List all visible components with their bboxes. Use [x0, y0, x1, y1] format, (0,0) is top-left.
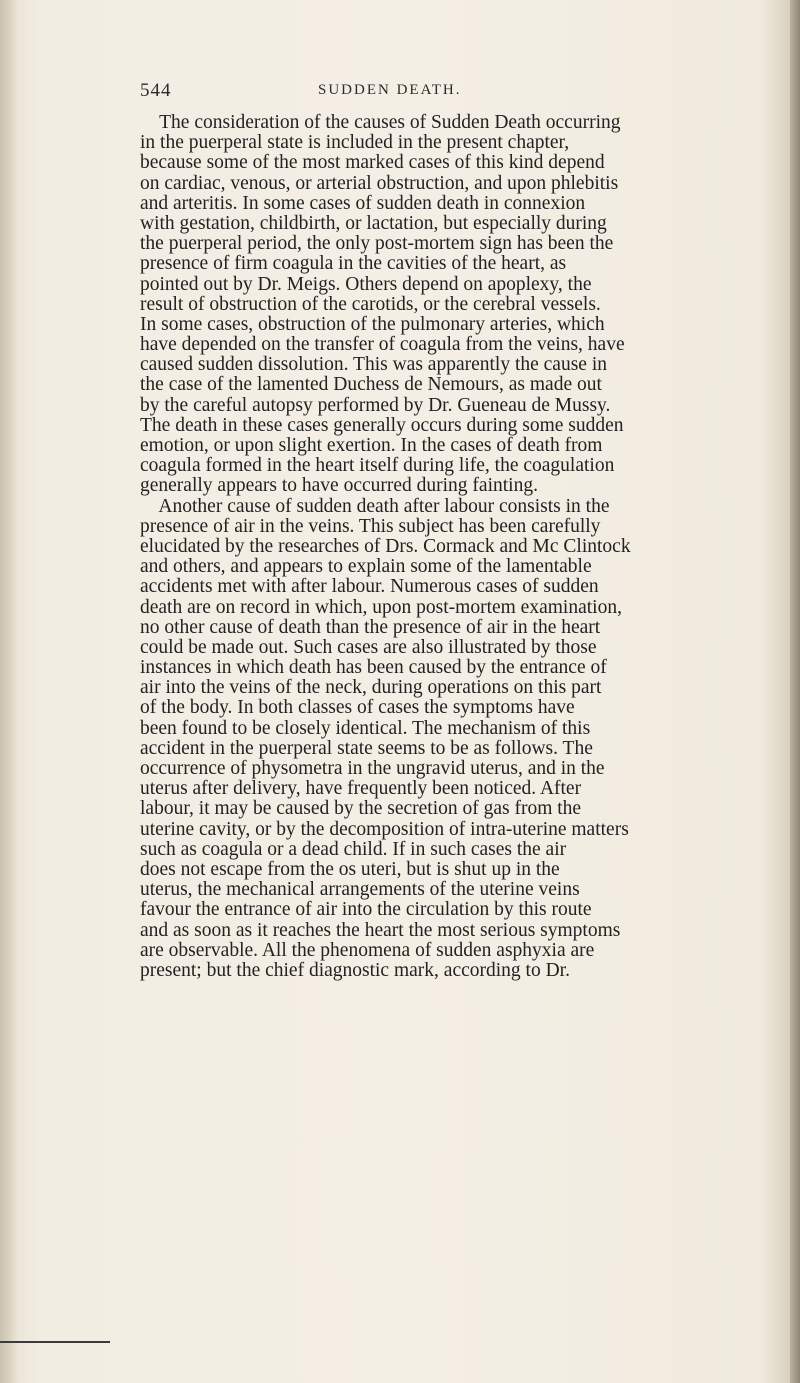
text-line: could be made out. Such cases are also illustrated by those: [140, 637, 597, 658]
text-line: because some of the most marked cases of this kind depend: [140, 153, 605, 174]
text-line: death are on record in which, upon post-mortem examination,: [140, 597, 622, 618]
text-line: and as soon as it reaches the heart the most serious symptoms: [140, 920, 621, 941]
text-line: by the careful autopsy performed by Dr. Gueneau de Mussy.: [140, 395, 611, 416]
text-line: have depended on the transfer of coagula from the veins, have: [140, 335, 625, 356]
text-line: presence of firm coagula in the cavities of the heart, as: [140, 254, 567, 275]
text-line: generally appears to have occurred during fainting.: [140, 476, 538, 497]
text-line: instances in which death has been caused by the entrance of: [140, 658, 607, 679]
text-line: presence of air in the veins. This subject has been carefully: [140, 516, 601, 537]
text-line: uterus, the mechanical arrangements of the uterine veins: [140, 880, 580, 901]
text-line: the puerperal period, the only post-mortem sign has been the: [140, 234, 614, 255]
text-line: caused sudden dissolution. This was apparently the cause in: [140, 355, 608, 376]
text-line: In some cases, obstruction of the pulmonary arteries, which: [140, 314, 605, 335]
text-line: elucidated by the researches of Drs. Cormack and Mc Clintock: [140, 536, 631, 557]
page-number: 544: [140, 80, 172, 101]
text-line: result of obstruction of the carotids, or the cerebral vessels.: [140, 294, 601, 315]
text-line: uterine cavity, or by the decomposition of intra-uterine matters: [140, 819, 629, 840]
text-line: no other cause of death than the presence of air in the heart: [140, 617, 601, 638]
text-line: are observable. All the phenomena of sudden asphyxia are: [140, 940, 595, 961]
text-line: emotion, or upon slight exertion. In the cases of death from: [140, 436, 603, 456]
text-line: been found to be closely identical. The mechanism of this: [140, 718, 591, 739]
text-line: in the puerperal state is included in the present chapter,: [140, 133, 570, 154]
body-text: [140, 113, 790, 981]
text-line: and arteritis. In some cases of sudden death in connexion: [140, 193, 586, 214]
text-line: does not escape from the os uteri, but is shut up in the: [140, 859, 560, 880]
page-rule: [0, 1341, 110, 1343]
text-line: pointed out by Dr. Meigs. Others depend on apoplexy, the: [140, 274, 592, 295]
text-line: coagula formed in the heart itself during life, the coagulation: [140, 456, 615, 477]
text-line: present; but the chief diagnostic mark, according to Dr.: [140, 960, 570, 981]
text-line: of the body. In both classes of cases the symptoms have: [140, 698, 575, 719]
text-line: labour, it may be caused by the secretion of gas from the: [140, 799, 582, 820]
page-edge: [790, 0, 800, 1383]
text-line: uterus after delivery, have frequently been noticed. After: [140, 779, 582, 800]
text-line: favour the entrance of air into the circulation by this route: [140, 900, 592, 921]
text-line: occurrence of physometra in the ungravid uterus, and in the: [140, 759, 605, 779]
page-header: [140, 80, 780, 108]
text-line: accident in the puerperal state seems to be as follows. The: [140, 738, 593, 759]
running-title: SUDDEN DEATH.: [318, 82, 462, 98]
page-gutter-shadow: [0, 0, 18, 1383]
text-line: The death in these cases generally occurs during some sudden: [140, 415, 624, 436]
text-line: the case of the lamented Duchess de Nemours, as made out: [140, 375, 602, 396]
text-line: with gestation, childbirth, or lactation, but especially during: [140, 213, 607, 234]
text-line: Another cause of sudden death after labour consists in the: [140, 496, 610, 517]
text-line: such as coagula or a dead child. If in such cases the air: [140, 839, 567, 860]
text-line: accidents met with after labour. Numerous cases of sudden: [140, 577, 599, 598]
text-line: air into the veins of the neck, during operations on this part: [140, 678, 602, 699]
text-line: and others, and appears to explain some of the lamentable: [140, 557, 592, 578]
text-line: The consideration of the causes of Sudden Death occurring: [140, 113, 621, 133]
text-line: on cardiac, venous, or arterial obstruction, and upon phlebitis: [140, 173, 619, 194]
